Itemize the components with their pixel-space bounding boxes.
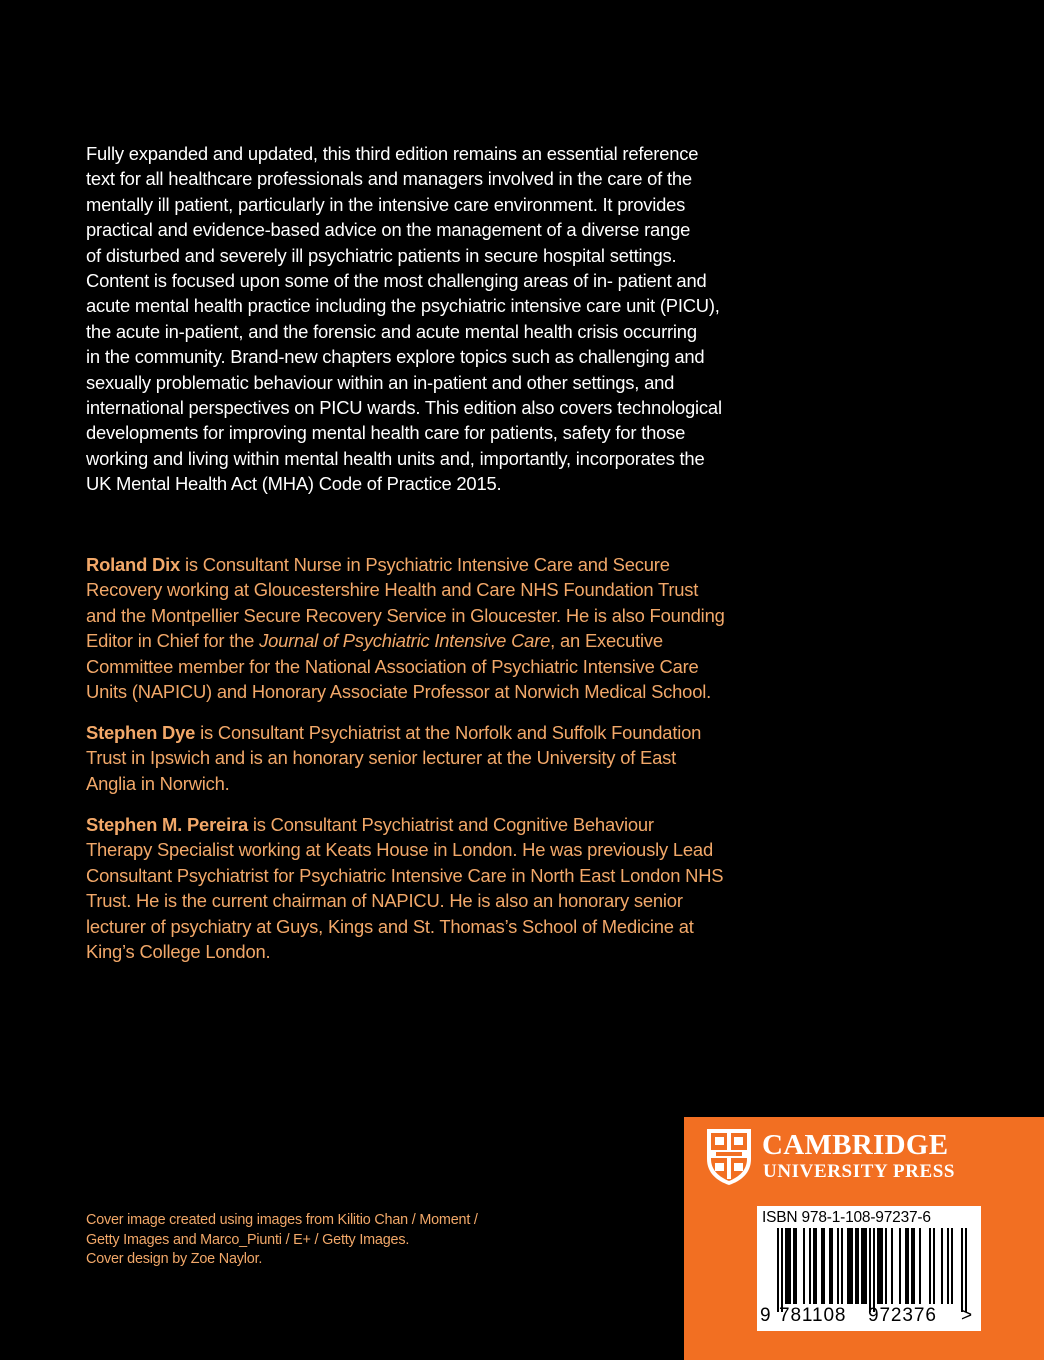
- author-bio-text: , an Executive Committee member for the National Association of Psychiatric Intensive Care Units (NAPICU) and Honorary Associate Professor at Norwich Medical School.: [86, 630, 712, 703]
- barcode-bar: [865, 1228, 867, 1304]
- barcode-bar: [941, 1228, 943, 1304]
- barcode-digits-left: 781108: [779, 1305, 847, 1326]
- barcode-bar: [829, 1228, 831, 1304]
- barcode-bar: [929, 1228, 931, 1304]
- author-bio-stephen-pereira: [86, 812, 746, 964]
- author-bio-stephen-dye: [86, 720, 746, 796]
- barcode-bar: [785, 1228, 787, 1304]
- back-cover-blurb: Fully expanded and updated, this third edition remains an essential reference text for all healthcare professionals and managers involved in the care of the mentally ill patient, particularly in the intensive care environment. It provides practical and evidence-based advice on the management of a diverse range of disturbed and severely ill psychiatric patients in secure hospital settings. Content is focused upon some of the most challenging areas of in- patient and acute mental health practice including the psychiatric intensive care unit (PICU), the acute in-patient, and the forensic and acute mental health crisis occurring in the community. Brand-new chapters explore topics such as challenging and sexually problematic behaviour within an in-patient and other settings, and international perspectives on PICU wards. This edition also covers technological developments for improving mental health care for patients, safety for those working and living within mental health units and, importantly, incorporates the UK Mental Health Act (MHA) Code of Practice 2015.: [86, 143, 722, 495]
- cambridge-crest-icon: [705, 1127, 753, 1187]
- barcode-bar: [815, 1228, 817, 1304]
- barcode-bar: [847, 1228, 849, 1304]
- credit-line: Cover image created using images from Kilitio Chan / Moment /: [86, 1212, 478, 1228]
- barcode-bar: [841, 1228, 843, 1304]
- publisher-subname: UNIVERSITY PRESS: [763, 1161, 956, 1182]
- barcode-bar: [863, 1228, 865, 1304]
- barcode-bar: [809, 1228, 811, 1304]
- isbn-barcode: [757, 1206, 981, 1331]
- barcode-guard-bar: [869, 1228, 871, 1312]
- barcode-bar: [891, 1228, 893, 1304]
- author-bio-text: is Consultant Psychiatrist at the Norfolk and Suffolk Foundation Trust in Ipswich and is an honorary senior lecturer at the University of East Anglia in Norwich.: [86, 722, 702, 794]
- barcode-bar: [789, 1228, 791, 1304]
- author-name: Stephen Dye: [86, 722, 196, 743]
- barcode-bar: [947, 1228, 949, 1304]
- barcode-bar: [899, 1228, 901, 1304]
- barcode-bar: [849, 1228, 851, 1304]
- barcode-bar: [881, 1228, 883, 1304]
- barcode-digits: [757, 1305, 981, 1329]
- barcode-bar: [803, 1228, 805, 1304]
- barcode-digit-first: 9: [760, 1305, 771, 1326]
- barcode-bar: [861, 1228, 863, 1304]
- barcode-bar: [879, 1228, 881, 1304]
- barcode-bar: [885, 1228, 887, 1304]
- cover-credits: [86, 1211, 646, 1270]
- barcode-bar: [933, 1228, 935, 1304]
- author-bio-text: is Consultant Psychiatrist and Cognitive Behaviour Therapy Specialist working at Keats House in London. He was previously Lead Consultant Psychiatrist for Psychiatric Intensive Care in North East London NHS Trust. He is the current chairman of NAPICU. He is also an honorary senior lecturer of psychiatry at Guys, Kings and St. Thomas’s School of Medicine at King’s College London.: [86, 814, 724, 963]
- isbn-label: ISBN 978-1-108-97237-6: [762, 1209, 931, 1226]
- barcode-guard-bar: [781, 1228, 783, 1312]
- barcode-bar: [787, 1228, 789, 1304]
- barcode-bar: [907, 1228, 909, 1304]
- barcode-bar: [911, 1228, 913, 1304]
- barcode-bar: [905, 1228, 907, 1304]
- barcode-bar: [795, 1228, 797, 1304]
- barcode-bar: [837, 1228, 839, 1304]
- author-bio-roland-dix: [86, 552, 746, 704]
- author-name: Stephen M. Pereira: [86, 814, 248, 835]
- barcode-guard-bar: [777, 1228, 779, 1312]
- author-name: Roland Dix: [86, 554, 181, 575]
- barcode-bar: [813, 1228, 815, 1304]
- credit-line: Cover design by Zoe Naylor.: [86, 1251, 263, 1267]
- barcode-bar: [823, 1228, 825, 1304]
- barcode-guard-bar: [961, 1228, 963, 1312]
- publisher-panel: [684, 1117, 1044, 1360]
- barcode-digits-right: 972376: [868, 1305, 937, 1326]
- journal-title: Journal of Psychiatric Intensive Care: [259, 630, 551, 652]
- author-bio-text: is Consultant Nurse in Psychiatric Intensive Care and Secure Recovery working at Gloucestershire Health and Care NHS Foundation Trust and the Montpellier Secure Recovery Service in Gloucester. He is also Founding Editor in Chief for the: [86, 554, 725, 652]
- barcode-bar: [857, 1228, 859, 1304]
- credit-line: Getty Images and Marco_Piunti / E+ / Getty Images.: [86, 1231, 410, 1248]
- barcode-guard-bar: [873, 1228, 875, 1312]
- publisher-name: CAMBRIDGE: [762, 1129, 949, 1161]
- barcode-bar: [831, 1228, 833, 1304]
- barcode-bar: [919, 1228, 921, 1304]
- barcode-bar: [821, 1228, 823, 1304]
- barcode-bar: [855, 1228, 857, 1304]
- barcode-bar: [851, 1228, 853, 1304]
- barcode-quiet-zone-arrow: >: [961, 1305, 973, 1326]
- barcode-guard-bar: [965, 1228, 967, 1312]
- barcode-bar: [877, 1228, 879, 1304]
- barcode-bar: [913, 1228, 915, 1304]
- barcode-bar: [793, 1228, 795, 1304]
- barcode-bar: [951, 1228, 953, 1304]
